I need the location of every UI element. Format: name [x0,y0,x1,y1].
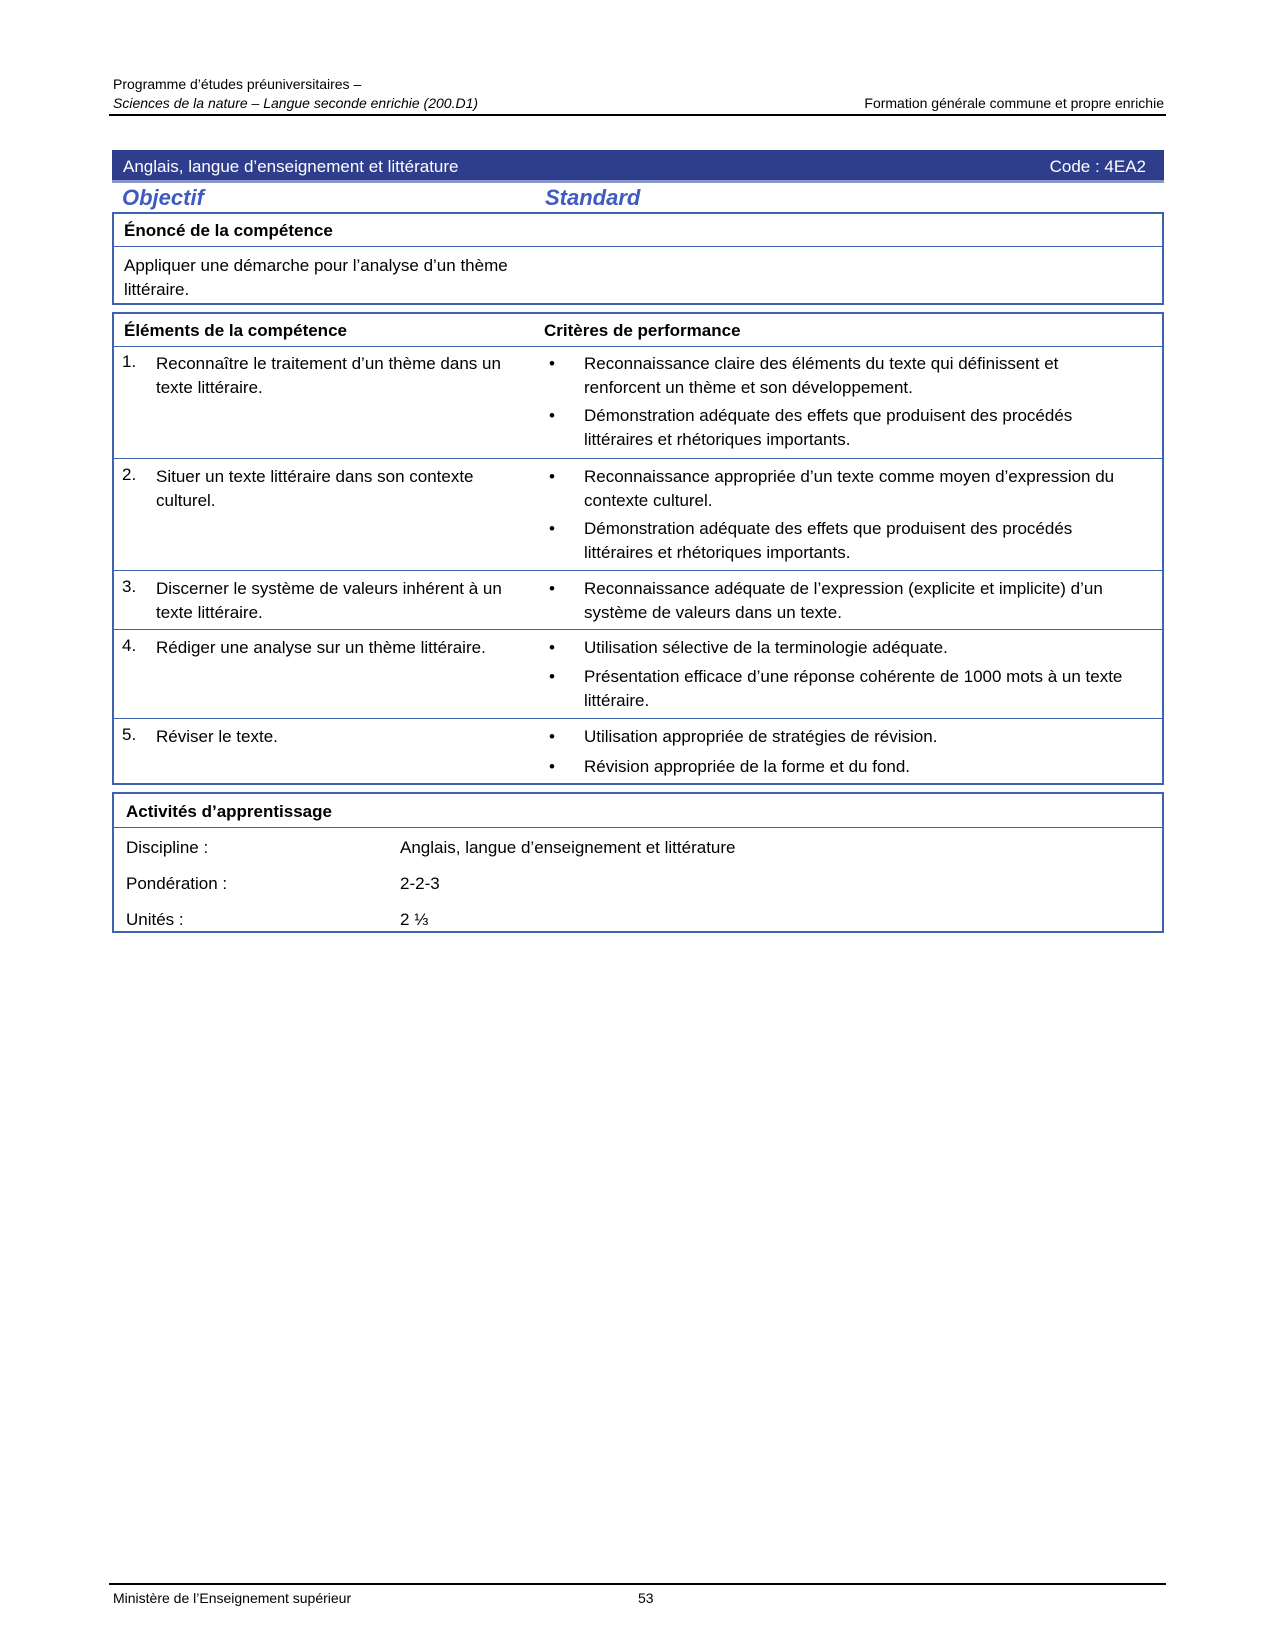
element-text: Réviser le texte. [156,727,278,746]
criterion-text: Utilisation sélective de la terminologie adéquate. [584,638,948,657]
table-row [114,346,1162,458]
criterion-text: Reconnaissance adéquate de l’expression (explicite et implicite) d’un système de valeurs dans un texte. [584,579,1103,622]
element-text: Discerner le système de valeurs inhérent à un texte littéraire. [156,579,502,622]
discipline-title-bar [112,150,1164,180]
element-text: Situer un texte littéraire dans son contexte culturel. [156,467,474,510]
activites-header [114,794,1162,828]
element-number: 5. [122,725,137,744]
bullet: • [549,727,555,746]
competence-statement: Appliquer une démarche pour l’analyse d’un thème littéraire. [124,256,508,299]
program-title-line1: Programme d’études préuniversitaires – [113,76,362,92]
enonce-header-label: Énoncé de la compétence [124,221,333,240]
table-row [114,629,1162,719]
element-number: 1. [122,352,137,371]
elements-criteres-box [112,312,1164,785]
criterion-text: Révision appropriée de la forme et du fond. [584,757,911,776]
unites-label: Unités : [126,910,184,929]
table-row [114,718,1162,784]
criterion-text: Reconnaissance claire des éléments du texte qui définissent et renforcent un thème et son développement. [584,354,1059,397]
element-text: Reconnaître le traitement d’un thème dans un texte littéraire. [156,354,501,397]
criterion-text: Démonstration adéquate des effets que produisent des procédés littéraires et rhétoriques importants. [584,406,1073,449]
unites-value: 2 ⅓ [400,910,429,929]
activites-box [112,792,1164,933]
ponderation-label: Pondération : [126,874,228,893]
bullet: • [549,467,555,486]
formation-label: Formation générale commune et propre enrichie [864,95,1164,111]
discipline-title: Anglais, langue d’enseignement et littérature [123,157,459,176]
bullet: • [549,638,555,657]
bullet: • [549,757,555,776]
bullet: • [549,667,555,686]
standard-heading: Standard [545,185,641,210]
bullet: • [549,354,555,373]
bullet: • [549,579,555,598]
footer-rule [109,1583,1166,1585]
element-number: 3. [122,577,137,596]
discipline-value: Anglais, langue d’enseignement et littérature [400,838,736,857]
elements-criteres-header [114,314,1162,347]
objectif-heading: Objectif [122,185,204,210]
course-code: Code : 4EA2 [1049,157,1146,176]
element-text: Rédiger une analyse sur un thème littéraire. [156,638,486,657]
ponderation-value: 2-2-3 [400,874,440,893]
criterion-text: Démonstration adéquate des effets que produisent des procédés littéraires et rhétoriques importants. [584,519,1073,562]
activites-header-label: Activités d’apprentissage [126,802,332,821]
element-number: 2. [122,465,137,484]
bullet: • [549,406,555,425]
criterion-text: Reconnaissance appropriée d’un texte comme moyen d’expression du contexte culturel. [584,467,1115,510]
program-title-line2: Sciences de la nature – Langue seconde enrichie (200.D1) [113,95,479,111]
criterion-text: Utilisation appropriée de stratégies de révision. [584,727,938,746]
element-number: 4. [122,636,137,655]
bullet: • [549,519,555,538]
footer-ministry: Ministère de l’Enseignement supérieur [113,1590,352,1606]
criteres-header-label: Critères de performance [544,321,741,340]
table-row [114,458,1162,571]
criterion-text: Présentation efficace d’une réponse cohérente de 1000 mots à un texte littéraire. [584,667,1123,710]
elements-header-label: Éléments de la compétence [124,321,347,340]
table-row [114,570,1162,630]
discipline-label: Discipline : [126,838,209,857]
header-rule [109,114,1166,116]
page-number: 53 [638,1590,654,1606]
enonce-header [114,214,1162,247]
enonce-box [112,212,1164,305]
